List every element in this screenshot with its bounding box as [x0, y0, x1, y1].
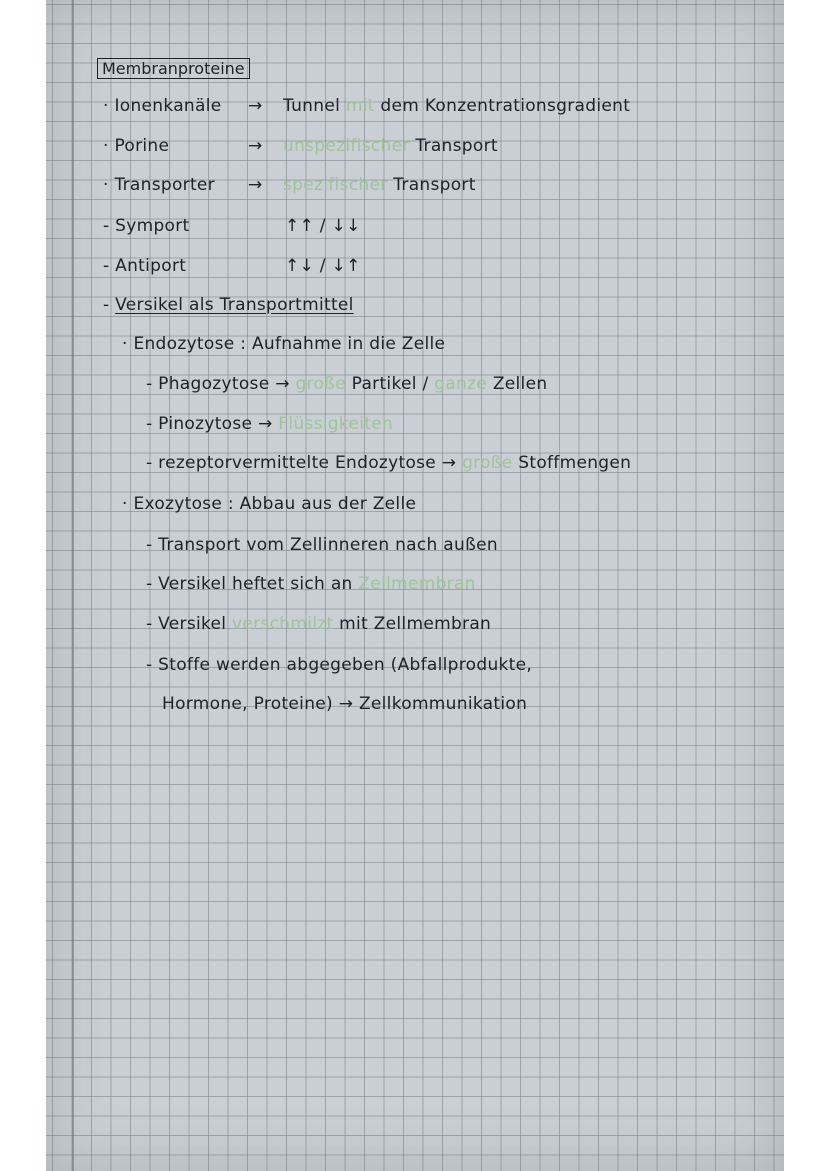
text: Endozytose : Aufnahme in die Zelle: [133, 334, 446, 354]
text: mit Zellmembran: [339, 614, 492, 634]
term: Pinozytose: [158, 414, 253, 434]
text: Versikel heftet sich an: [158, 574, 353, 594]
row-endozytose: [122, 334, 445, 354]
arrow-icon: →: [248, 175, 263, 195]
text: Zellkommunikation: [358, 694, 528, 714]
heading-text: Versikel als Transportmittel: [115, 295, 354, 315]
row-exo-stoffe: [146, 655, 532, 675]
arrow-icon: →: [248, 136, 263, 156]
row-exo-transport: [146, 535, 498, 555]
bullet: -: [103, 295, 110, 315]
text: Transport vom Zellinneren nach außen: [158, 535, 498, 555]
row-exo-hormone: [162, 694, 527, 714]
term: Symport: [115, 216, 190, 236]
text: Zellen: [492, 374, 548, 394]
term: Phagozytose: [158, 374, 270, 394]
row-rezeptorvermittelte: [146, 453, 631, 473]
arrow-symbols: ↑↑ / ↓↓: [285, 216, 361, 236]
row-antiport: [103, 256, 361, 276]
bullet: -: [146, 414, 153, 434]
bullet: -: [103, 256, 110, 276]
highlight-text: große: [462, 453, 513, 473]
text: Tunnel: [283, 96, 341, 116]
text: Transport: [393, 175, 476, 195]
highlight-text: unspezifischer: [283, 136, 410, 156]
row-phagozytose: [146, 374, 547, 394]
bullet: -: [146, 574, 153, 594]
highlight-text: große: [295, 374, 346, 394]
page-title: Membranproteine: [97, 58, 250, 79]
bullet: ·: [122, 494, 128, 514]
text: Partikel /: [351, 374, 429, 394]
arrow-symbols: ↑↓ / ↓↑: [285, 256, 361, 276]
term: Porine: [114, 136, 170, 156]
arrow-icon: →: [441, 453, 457, 473]
term: Transporter: [114, 175, 215, 195]
highlight-text: Zellmembran: [358, 574, 476, 594]
term: Antiport: [115, 256, 187, 276]
text: Versikel: [158, 614, 227, 634]
bullet: -: [146, 374, 153, 394]
row-pinozytose: [146, 414, 393, 434]
text: Stoffe werden abgegeben (Abfallprodukte,: [158, 655, 533, 675]
highlight-text: spezifischer: [283, 175, 388, 195]
arrow-icon: →: [258, 414, 273, 434]
highlight-text: verschmilzt: [232, 614, 334, 634]
bullet: ·: [122, 334, 128, 354]
margin-line: [72, 0, 74, 1171]
bullet: ·: [103, 96, 109, 116]
text: Hormone, Proteine): [162, 694, 333, 714]
bullet: ·: [103, 136, 109, 156]
bullet: -: [146, 655, 153, 675]
row-exo-verschmilzt: [146, 614, 491, 634]
row-ionenkanaele: [103, 96, 631, 116]
bullet: -: [146, 535, 153, 555]
row-exo-heftet: [146, 574, 476, 594]
arrow-icon: →: [248, 96, 263, 116]
row-symport: [103, 216, 361, 236]
highlight-text: Flüssigkeiten: [278, 414, 394, 434]
arrow-icon: →: [338, 694, 354, 714]
bullet: -: [146, 614, 153, 634]
text: Stoffmengen: [518, 453, 632, 473]
arrow-icon: →: [275, 374, 290, 394]
row-transporter: [103, 175, 476, 195]
row-porine: [103, 136, 498, 156]
term: Ionenkanäle: [114, 96, 222, 116]
text: Transport: [415, 136, 498, 156]
bullet: -: [146, 453, 153, 473]
bullet: ·: [103, 175, 109, 195]
bullet: -: [103, 216, 110, 236]
highlight-text: ganze: [434, 374, 488, 394]
highlight-text: mit: [345, 96, 375, 116]
text: dem Konzentrationsgradient: [380, 96, 631, 116]
text: Exozytose : Abbau aus der Zelle: [133, 494, 417, 514]
row-exozytose: [122, 494, 416, 514]
row-versikel: [103, 295, 354, 315]
term: rezeptorvermittelte Endozytose: [158, 453, 437, 473]
